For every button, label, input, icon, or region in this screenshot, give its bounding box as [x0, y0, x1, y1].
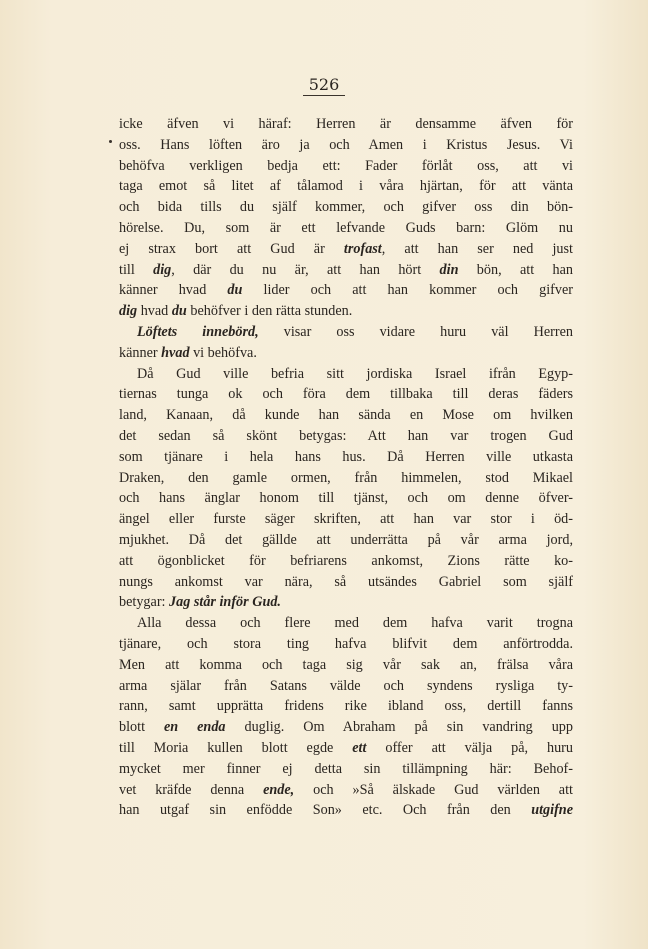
text-line: det sedan så skönt betygas: Att han var trogen Gud — [119, 427, 573, 444]
emphasis-text: utgifne — [531, 802, 573, 819]
emphasis-text: Jag står inför Gud. — [169, 594, 281, 611]
text-line: till dig, där du nu är, att han hört din bön, att han — [119, 261, 573, 278]
ink-speck — [109, 140, 112, 143]
text-line: rann, samt upprätta fridens rike ibland oss, dertill fanns — [119, 698, 573, 715]
text-line: Men att komma och taga sig vår sak an, frälsa våra — [119, 656, 573, 673]
text-line: till Moria kullen blott egde ett offer att välja på, huru — [119, 739, 573, 756]
text-line: mycket mer finner ej detta sin tillämpning här: Behof- — [119, 760, 573, 777]
emphasis-text: din — [439, 261, 459, 278]
emphasis-text: Löftets innebörd, — [137, 323, 259, 340]
text-line: och hans änglar honom till tjänst, och om denne öfver- — [119, 490, 573, 507]
emphasis-text: ett — [352, 739, 367, 756]
text-line: han utgaf sin enfödde Son» etc. Och från den utgifne — [119, 802, 573, 819]
text-line: Draken, den gamle ormen, från himmelen, stod Mikael — [119, 469, 573, 486]
emphasis-text: dig — [153, 261, 172, 278]
emphasis-text: hvad — [161, 344, 190, 361]
text-line: blott en enda duglig. Om Abraham på sin vandring upp — [119, 719, 573, 736]
text-line: ej strax bort att Gud är trofast, att han ser ned just — [119, 240, 573, 257]
emphasis-text: trofast — [343, 240, 382, 257]
emphasis-text: ende, — [263, 781, 295, 798]
text-line: betygar: Jag står inför Gud. — [119, 594, 281, 611]
emphasis-text: du — [227, 282, 243, 299]
text-line: Alla dessa och flere med dem hafva varit trogna — [137, 615, 573, 632]
body-text — [119, 114, 573, 821]
text-line: vet kräfde denna ende, och »Så älskade Gud världen att — [119, 781, 573, 798]
emphasis-text: du — [171, 303, 187, 320]
text-line: Löftets innebörd, visar oss vidare huru väl Herren — [137, 323, 573, 340]
text-line: känner hvad du lider och att han kommer och gifver — [119, 282, 573, 299]
text-line: taga emot så litet af tålamod i våra hjärtan, för att vänta — [119, 178, 573, 195]
text-line: och bida tills du själf kommer, och gifver oss din bön- — [119, 199, 573, 216]
text-line: att ögonblicket för befriarens ankomst, Zions rätte ko- — [119, 552, 573, 569]
text-line: som tjänare i hela hans hus. Då Herren ville utkasta — [119, 448, 573, 465]
text-line: tjänare, och stora ting hafva blifvit dem anförtrodda. — [119, 635, 573, 652]
text-line: land, Kanaan, då kunde han sända en Mose om hvilken — [119, 407, 573, 424]
text-line: ängel eller furste säger skriften, att han var stor i öd- — [119, 511, 573, 528]
page-number-text: 526 — [303, 75, 346, 96]
text-line: behöfva verkligen bedja ett: Fader förlåt oss, att vi — [119, 157, 573, 174]
text-line: hörelse. Du, som är ett lefvande Guds barn: Glöm nu — [119, 219, 573, 236]
text-line: icke äfven vi häraf: Herren är densamme äfven för — [119, 116, 573, 132]
text-line: oss. Hans löften äro ja och Amen i Kristus Jesus. Vi — [119, 136, 573, 153]
text-line: känner hvad vi behöfva. — [119, 344, 257, 361]
text-line: tiernas tunga ok och föra dem tillbaka till deras fäders — [119, 386, 573, 403]
emphasis-text: en enda — [163, 719, 226, 736]
text-line: Då Gud ville befria sitt jordiska Israel ifrån Egyp- — [137, 365, 573, 382]
text-line: arma själar från Satans välde och syndens rysliga ty- — [119, 677, 573, 694]
text-line: dig hvad du behöfver i den rätta stunden. — [119, 303, 353, 320]
text-line: nungs ankomst var nära, så utsändes Gabriel som själf — [119, 573, 573, 590]
page-number — [0, 75, 648, 96]
text-line: mjukhet. Då det gällde att underrätta på vår arma jord, — [119, 531, 573, 548]
emphasis-text: dig — [119, 303, 138, 320]
